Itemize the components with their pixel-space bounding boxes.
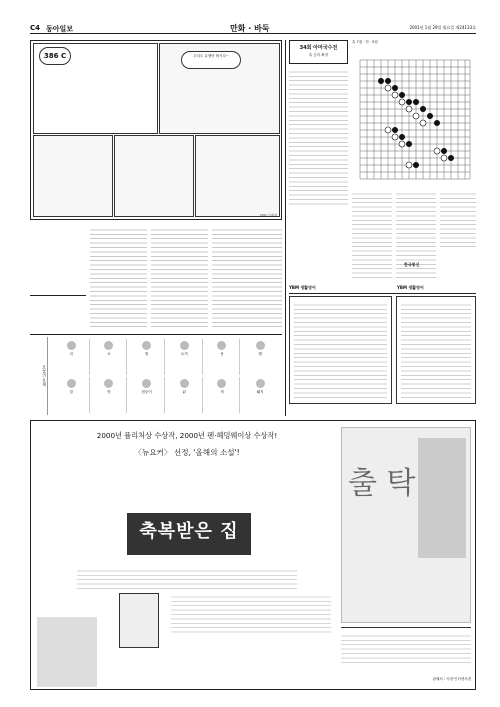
english-heading: YBM 생활영어 — [289, 285, 316, 290]
fortune-label: 원숭이 — [141, 390, 152, 394]
go-board-grid — [356, 56, 474, 184]
fortune-title: 오늘의 운세 — [30, 337, 48, 415]
text-column-2 — [151, 226, 208, 330]
fortune-cell — [54, 339, 90, 375]
zodiac-icon — [180, 379, 189, 388]
right-ad-panel — [341, 427, 471, 623]
zodiac-icon — [256, 341, 265, 350]
fortune-label: 말 — [69, 390, 74, 394]
english-heading-2: YBM 생활영어 — [397, 285, 424, 290]
column-intro-text — [30, 298, 86, 330]
text-column-1 — [90, 226, 147, 330]
comic-panel-3 — [33, 135, 113, 217]
fortune-cell — [129, 339, 165, 375]
section-title: 만화 · 바둑 — [230, 24, 270, 33]
fortune-label: 뱀 — [258, 352, 262, 356]
ad-body-text — [77, 567, 297, 589]
right-portrait — [418, 438, 466, 558]
comic-strip — [30, 40, 282, 220]
column-head — [30, 226, 86, 296]
text-column-3 — [212, 226, 282, 330]
fortune-cell — [205, 339, 241, 375]
comic-credit: 386C 이희재 — [259, 213, 277, 217]
fortune-cell — [92, 339, 128, 375]
ad-footer: 판매처 : 서점·인터넷서점 — [432, 677, 471, 681]
right-book-title: 출 탁 — [348, 466, 416, 501]
fortune-cell — [129, 377, 165, 413]
zodiac-icon — [142, 379, 151, 388]
go-board — [356, 56, 474, 184]
page-label: C4 — [30, 24, 41, 32]
fortune-label: 범 — [144, 352, 149, 356]
fortune-label: 양 — [107, 390, 111, 394]
english-box-2-text — [401, 301, 471, 399]
fortune-cell — [242, 339, 278, 375]
zodiac-icon — [67, 341, 76, 350]
go-title-box — [289, 40, 348, 64]
fortune-label: 토끼 — [180, 352, 188, 356]
english-box-2 — [396, 296, 476, 404]
zodiac-icon — [142, 341, 151, 350]
ad-headline-2: 〈뉴요커〉 선정, '올해의 소설'! — [134, 448, 240, 457]
go-text-col-4 — [440, 190, 476, 250]
comic-panel-5 — [195, 135, 280, 217]
english-header — [289, 284, 476, 294]
fortune-label: 돼지 — [256, 390, 264, 394]
speech-bubble: 우리도 유행아 합시다~ — [181, 51, 241, 69]
fortune-label: 개 — [220, 390, 224, 394]
right-ad-text-lines — [341, 632, 471, 666]
comic-panel-1 — [33, 43, 158, 134]
fortune-cell — [242, 377, 278, 413]
zodiac-icon — [217, 341, 226, 350]
book-cover — [119, 593, 159, 648]
date-text: 2001년 1월 29일 월요일 제24133호 — [409, 25, 476, 30]
comic-title-badge: 386 C — [39, 47, 71, 65]
go-subtitle: 흑 승리 확정 — [308, 53, 329, 57]
paper-name: 동아일보 — [46, 25, 74, 33]
zodiac-icon — [104, 379, 113, 388]
ad-book-title: 축복받은 집 — [127, 513, 251, 555]
fortune-label: 닭 — [182, 390, 187, 394]
fortune-cell — [92, 377, 128, 413]
fortune-cell — [205, 377, 241, 413]
zodiac-icon — [217, 379, 226, 388]
fortune-cell — [167, 377, 203, 413]
fortune-label: 소 — [107, 352, 111, 356]
fortune-label: 쥐 — [69, 352, 74, 356]
english-box-1-text — [294, 301, 387, 399]
fortune-grid — [54, 339, 278, 413]
fortune-cell — [54, 377, 90, 413]
page-header — [30, 24, 476, 34]
fortune-label: 용 — [220, 352, 224, 356]
column-head-title — [30, 226, 86, 236]
ad-quote-text — [171, 593, 331, 633]
fortune-section — [30, 334, 282, 416]
fortune-cell — [167, 339, 203, 375]
column-divider — [285, 40, 286, 416]
go-diagram-title: 흑 7집 · 단 · 5집 — [352, 40, 378, 44]
go-text-column — [289, 68, 348, 208]
zodiac-icon — [104, 341, 113, 350]
zodiac-icon — [180, 341, 189, 350]
zodiac-icon — [67, 379, 76, 388]
zodiac-icon — [256, 379, 265, 388]
comic-panel-4 — [114, 135, 194, 217]
ad-headline-1: 2000년 퓰리처상 수상작, 2000년 펜·헤밍웨이상 수상작! — [96, 431, 278, 440]
go-title: 34회 아마국수전 — [299, 45, 338, 51]
book-ad — [30, 420, 476, 690]
right-ad-text — [341, 627, 471, 669]
publisher-logo: 한국통신 — [404, 262, 420, 267]
go-text-col-2 — [352, 190, 392, 280]
english-box-1 — [289, 296, 392, 404]
author-photo — [37, 617, 97, 687]
